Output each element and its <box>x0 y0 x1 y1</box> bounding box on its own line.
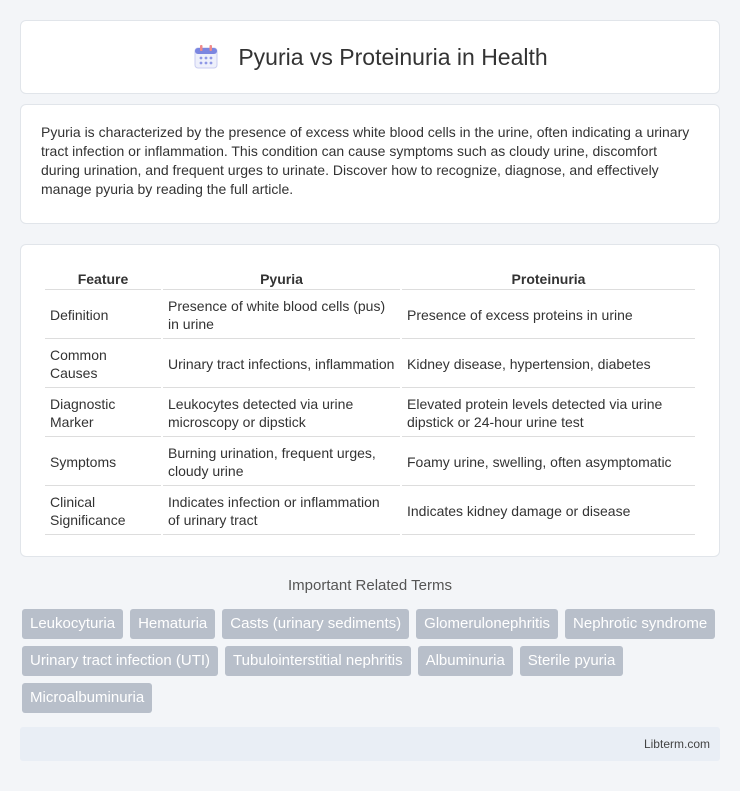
table-row <box>45 488 695 535</box>
table-row <box>45 390 695 437</box>
table-row <box>45 341 695 388</box>
intro-card <box>20 104 720 224</box>
calendar-icon <box>192 43 220 71</box>
related-term-tag[interactable]: Tubulointerstitial nephritis <box>225 646 411 676</box>
table-cell: Presence of excess proteins in urine <box>402 292 695 339</box>
related-terms-title: Important Related Terms <box>288 577 452 594</box>
related-term-tag[interactable]: Casts (urinary sediments) <box>222 609 409 639</box>
related-term-tag[interactable]: Glomerulonephritis <box>416 609 558 639</box>
table-cell: Leukocytes detected via urine microscopy or dipstick <box>163 390 400 437</box>
related-term-tag[interactable]: Nephrotic syndrome <box>565 609 715 639</box>
table-cell: Indicates infection or inflammation of urinary tract <box>163 488 400 535</box>
related-term-tag[interactable]: Microalbuminuria <box>22 683 152 713</box>
table-row <box>45 292 695 339</box>
footer-site-link[interactable]: Libterm.com <box>643 737 710 751</box>
table-cell: Indicates kidney damage or disease <box>402 488 695 535</box>
table-cell: Urinary tract infections, inflammation <box>163 341 400 388</box>
table-cell: Clinical Significance <box>45 488 161 535</box>
related-term-tag[interactable]: Urinary tract infection (UTI) <box>22 646 218 676</box>
related-terms-list <box>22 609 722 713</box>
related-term-tag[interactable]: Albuminuria <box>418 646 513 676</box>
table-cell: Diagnostic Marker <box>45 390 161 437</box>
table-cell: Foamy urine, swelling, often asymptomatic <box>402 439 695 486</box>
column-header-proteinuria: Proteinuria <box>402 265 695 290</box>
column-header-feature: Feature <box>45 265 161 290</box>
related-term-tag[interactable]: Sterile pyuria <box>520 646 624 676</box>
column-header-pyuria: Pyuria <box>163 265 400 290</box>
table-cell: Elevated protein levels detected via urine dipstick or 24-hour urine test <box>402 390 695 437</box>
table-header-row <box>45 265 695 290</box>
header <box>192 43 547 71</box>
table-cell: Common Causes <box>45 341 161 388</box>
related-term-tag[interactable]: Leukocyturia <box>22 609 123 639</box>
table-cell: Presence of white blood cells (pus) in urine <box>163 292 400 339</box>
table-cell: Burning urination, frequent urges, cloudy urine <box>163 439 400 486</box>
header-card <box>20 20 720 94</box>
page-title: Pyuria vs Proteinuria in Health <box>238 43 548 70</box>
intro-text: Pyuria is characterized by the presence of excess white blood cells in the urine, often indicating a urinary tract infection or inflammation. This condition can cause symptoms such as cloudy urine, discomfort during urination, and frequent urges to urinate. Discover how to recognize, diagnose, and effectively manage pyuria by reading the full article. <box>41 124 690 197</box>
table-cell: Symptoms <box>45 439 161 486</box>
table-cell: Definition <box>45 292 161 339</box>
comparison-table <box>43 263 697 537</box>
table-cell: Kidney disease, hypertension, diabetes <box>402 341 695 388</box>
footer <box>20 727 720 761</box>
related-term-tag[interactable]: Hematuria <box>130 609 215 639</box>
comparison-table-card <box>20 244 720 557</box>
table-row <box>45 439 695 486</box>
